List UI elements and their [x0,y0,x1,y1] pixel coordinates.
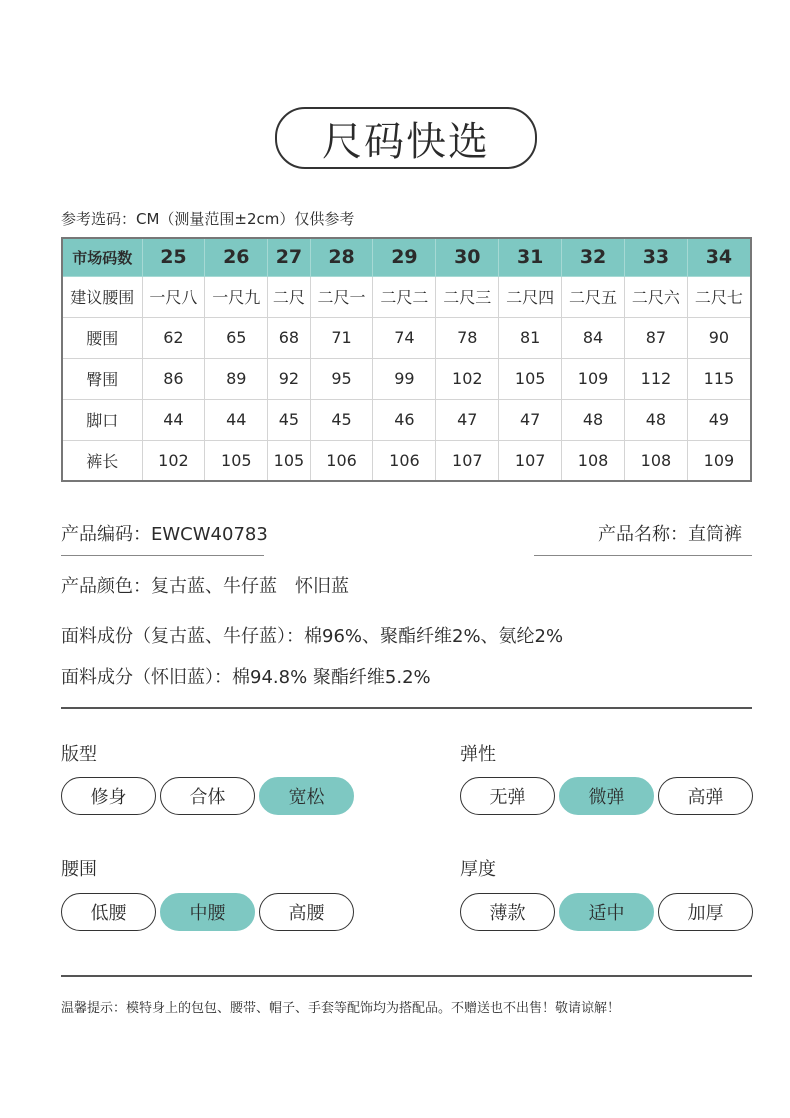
option-pill[interactable]: 高腰 [259,893,354,931]
table-cell: 45 [310,399,373,440]
table-cell: 68 [268,317,310,358]
table-cell: 95 [310,358,373,399]
row-label: 市场码数 [62,238,142,276]
option-pill[interactable]: 适中 [559,893,654,931]
table-cell: 34 [687,238,751,276]
table-cell: 47 [499,399,562,440]
table-cell: 105 [268,440,310,481]
reference-note: 参考选码：CM（测量范围±2cm）仅供参考 [61,210,355,228]
table-cell: 48 [624,399,687,440]
row-label: 腰围 [62,317,142,358]
table-cell: 90 [687,317,751,358]
table-cell: 31 [499,238,562,276]
table-cell: 32 [562,238,625,276]
table-cell: 108 [562,440,625,481]
page-title: 尺码快选 [275,107,537,169]
option-pill[interactable]: 合体 [160,777,255,815]
table-cell: 33 [624,238,687,276]
table-cell: 99 [373,358,436,399]
option-pill[interactable]: 薄款 [460,893,555,931]
table-cell: 二尺四 [499,276,562,317]
table-cell: 26 [205,238,268,276]
option-pill[interactable]: 微弹 [559,777,654,815]
table-cell: 25 [142,238,205,276]
table-cell: 74 [373,317,436,358]
table-cell: 102 [142,440,205,481]
table-cell: 48 [562,399,625,440]
table-cell: 108 [624,440,687,481]
table-cell: 二尺七 [687,276,751,317]
table-cell: 二尺一 [310,276,373,317]
table-cell: 二尺二 [373,276,436,317]
table-header-row [62,238,751,276]
table-cell: 27 [268,238,310,276]
product-colors: 产品颜色：复古蓝、牛仔蓝 怀旧蓝 [61,576,349,597]
table-cell: 30 [436,238,499,276]
size-table [61,237,752,482]
table-cell: 二尺六 [624,276,687,317]
attribute-label: 弹性 [460,744,496,765]
table-cell: 106 [373,440,436,481]
attribute-label: 腰围 [61,859,97,880]
table-cell: 65 [205,317,268,358]
table-row [62,276,751,317]
fabric-composition-2: 面料成分（怀旧蓝）：棉94.8% 聚酯纤维5.2% [61,667,431,688]
option-pill[interactable]: 高弹 [658,777,753,815]
table-cell: 44 [205,399,268,440]
table-cell: 44 [142,399,205,440]
row-label: 臀围 [62,358,142,399]
table-cell: 二尺三 [436,276,499,317]
table-cell: 105 [499,358,562,399]
attribute-label: 厚度 [460,859,496,880]
table-cell: 87 [624,317,687,358]
table-row [62,317,751,358]
table-cell: 二尺五 [562,276,625,317]
table-cell: 102 [436,358,499,399]
table-row [62,358,751,399]
table-cell: 49 [687,399,751,440]
table-cell: 46 [373,399,436,440]
row-label: 建议腰围 [62,276,142,317]
table-cell: 86 [142,358,205,399]
table-cell: 112 [624,358,687,399]
table-cell: 29 [373,238,436,276]
table-cell: 71 [310,317,373,358]
table-cell: 62 [142,317,205,358]
table-cell: 106 [310,440,373,481]
table-cell: 81 [499,317,562,358]
table-cell: 47 [436,399,499,440]
option-pill[interactable]: 加厚 [658,893,753,931]
fabric-composition-1: 面料成份（复古蓝、牛仔蓝）：棉96%、聚酯纤维2%、氨纶2% [61,626,564,647]
row-label: 脚口 [62,399,142,440]
table-cell: 一尺八 [142,276,205,317]
table-cell: 84 [562,317,625,358]
table-cell: 115 [687,358,751,399]
table-cell: 105 [205,440,268,481]
table-cell: 107 [499,440,562,481]
table-cell: 109 [687,440,751,481]
option-pill[interactable]: 低腰 [61,893,156,931]
table-cell: 109 [562,358,625,399]
footer-note: 温馨提示：模特身上的包包、腰带、帽子、手套等配饰均为搭配品。不赠送也不出售！敬请谅解！ [61,1001,621,1016]
attribute-label: 版型 [61,744,97,765]
table-cell: 89 [205,358,268,399]
table-cell: 28 [310,238,373,276]
table-cell: 45 [268,399,310,440]
table-cell: 二尺 [268,276,310,317]
option-pill[interactable]: 修身 [61,777,156,815]
table-cell: 一尺九 [205,276,268,317]
product-name: 产品名称：直筒裤 [598,524,742,545]
table-row [62,440,751,481]
table-row [62,399,751,440]
product-code: 产品编码：EWCW40783 [61,524,268,545]
option-pill[interactable]: 宽松 [259,777,354,815]
table-cell: 78 [436,317,499,358]
option-pill[interactable]: 无弹 [460,777,555,815]
row-label: 裤长 [62,440,142,481]
table-cell: 92 [268,358,310,399]
table-cell: 107 [436,440,499,481]
option-pill[interactable]: 中腰 [160,893,255,931]
